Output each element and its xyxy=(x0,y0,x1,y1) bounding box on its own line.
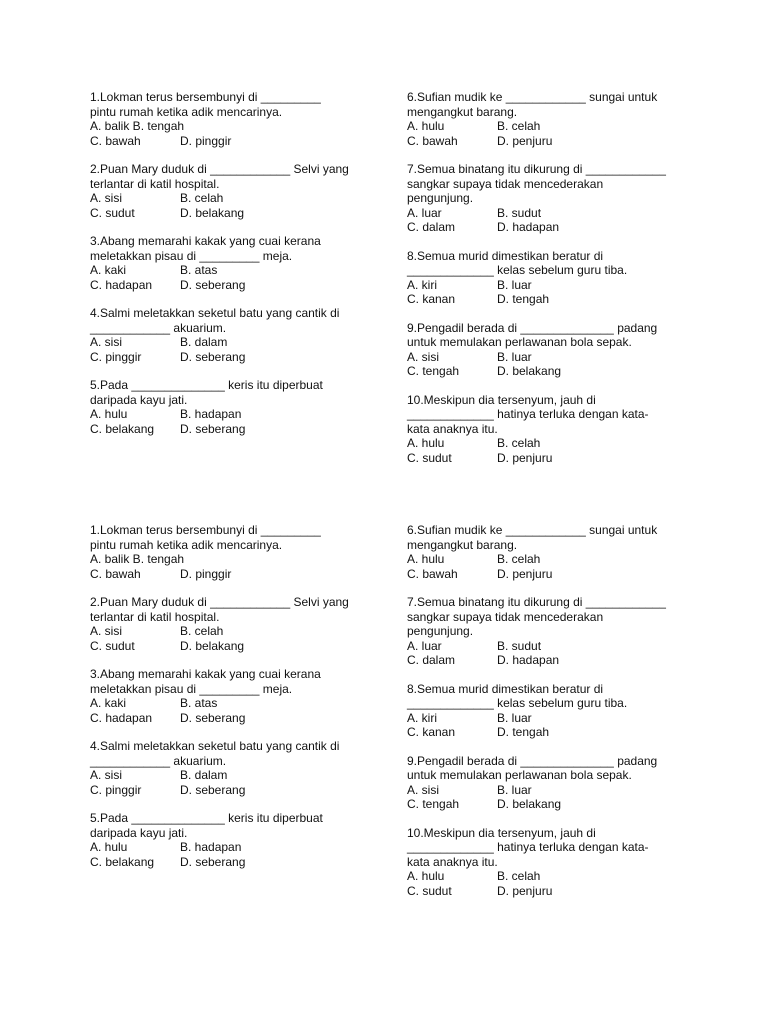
answer-option: D. penjuru xyxy=(497,566,553,581)
worksheet-copy-2 xyxy=(0,523,768,993)
answer-options-row xyxy=(90,350,380,365)
answer-options-row xyxy=(90,768,380,783)
answer-option: B. hadapan xyxy=(180,840,242,854)
answer-option: D. seberang xyxy=(180,421,246,436)
answer-option: B. celah xyxy=(497,436,541,450)
question-text: 8.Semua murid dimestikan beratur di _____________ kelas sebelum guru tiba. xyxy=(407,681,628,710)
answer-option: D. seberang xyxy=(180,277,246,292)
answer-option: B. sudut xyxy=(497,638,542,653)
answer-options-row xyxy=(90,278,380,293)
answer-option: D. belakang xyxy=(497,364,562,378)
question-text: 9.Pengadil berada di ______________ padang untuk memulakan perlawanan bola sepak. xyxy=(407,753,658,782)
answer-option: A. luar xyxy=(407,638,442,653)
answer-options-row xyxy=(407,797,697,812)
answer-option: B. luar xyxy=(497,349,532,364)
answer-option: B. atas xyxy=(180,696,218,710)
answer-option: B. luar xyxy=(497,277,532,292)
answer-option: D. penjuru xyxy=(497,883,553,898)
answer-options-row xyxy=(407,725,697,740)
question-text: 4.Salmi meletakkan seketul batu yang cantik di ____________ akuarium. xyxy=(90,306,340,335)
question xyxy=(90,234,380,292)
answer-option: C. bawah xyxy=(407,566,458,581)
answer-option: D. belakang xyxy=(180,638,245,653)
answer-options-row xyxy=(90,624,380,639)
question xyxy=(90,306,380,364)
question-text: 7.Semua binatang itu dikurung di ____________ sangkar supaya tidak mencederakan pengunjung. xyxy=(407,162,666,205)
question-text: 6.Sufian mudik ke ____________ sungai untuk mengangkut barang. xyxy=(407,523,658,552)
answer-options-row xyxy=(407,639,697,654)
answer-options-row xyxy=(90,407,380,422)
answer-option: A. sisi xyxy=(90,624,123,638)
answer-option: B. hadapan xyxy=(180,407,242,421)
question xyxy=(407,754,697,812)
question xyxy=(407,321,697,379)
answer-options-row xyxy=(90,422,380,437)
answer-option: C. hadapan xyxy=(90,710,153,725)
answer-option: C. belakang xyxy=(90,854,155,869)
answer-option: D. penjuru xyxy=(497,133,553,148)
answer-options-row xyxy=(90,263,380,278)
question-text: 10.Meskipun dia tersenyum, jauh di _____________ hatinya terluka dengan kata- kata anaknya itu. xyxy=(407,825,649,869)
answer-option: D. belakang xyxy=(180,205,245,220)
question xyxy=(407,249,697,307)
question-text: 5.Pada ______________ keris itu diperbuat daripada kayu jati. xyxy=(90,811,323,840)
answer-option: C. bawah xyxy=(407,133,458,148)
question-text: 3.Abang memarahi kakak yang cuai kerana meletakkan pisau di _________ meja. xyxy=(90,667,321,696)
answer-options-inline: A. balik B. tengah xyxy=(90,119,185,133)
worksheet-copy-1 xyxy=(0,90,768,560)
answer-option: C. hadapan xyxy=(90,277,153,292)
answer-options-inline: A. balik B. tengah xyxy=(90,552,185,566)
question xyxy=(407,682,697,740)
question xyxy=(90,90,380,148)
answer-options-row xyxy=(407,869,697,884)
question-text: 2.Puan Mary duduk di ____________ Selvi yang terlantar di katil hospital. xyxy=(90,595,349,624)
answer-option: D. belakang xyxy=(497,797,562,811)
answer-option: A. sisi xyxy=(90,768,123,782)
answer-options-row xyxy=(407,451,697,466)
answer-option: C. kanan xyxy=(407,725,456,739)
answer-option: A. hulu xyxy=(90,840,128,854)
answer-option: D. seberang xyxy=(180,854,246,869)
answer-options-row xyxy=(90,567,380,582)
answer-options-row xyxy=(407,552,697,567)
answer-option: A. kiri xyxy=(407,710,437,725)
question-text: 2.Puan Mary duduk di ____________ Selvi yang terlantar di katil hospital. xyxy=(90,162,349,191)
answer-option: C. sudut xyxy=(90,638,135,653)
answer-options-row xyxy=(90,696,380,711)
answer-option: A. luar xyxy=(407,205,442,220)
answer-options-row xyxy=(407,278,697,293)
answer-options-row xyxy=(407,134,697,149)
question-text: 9.Pengadil berada di ______________ padang untuk memulakan perlawanan bola sepak. xyxy=(407,320,658,349)
answer-option: B. celah xyxy=(180,624,224,638)
answer-option: A. hulu xyxy=(407,119,445,133)
answer-option: A. kiri xyxy=(407,277,437,292)
answer-option: C. tengah xyxy=(407,364,460,378)
question xyxy=(407,826,697,899)
answer-option: C. dalam xyxy=(407,220,456,234)
answer-option: D. seberang xyxy=(180,782,246,797)
answer-options-row xyxy=(407,711,697,726)
answer-options-row xyxy=(90,134,380,149)
answer-option: C. belakang xyxy=(90,421,155,436)
question-text: 1.Lokman terus bersembunyi di _________ pintu rumah ketika adik mencarinya. xyxy=(90,523,321,552)
answer-option: D. tengah xyxy=(497,725,550,739)
answer-option: A. kaki xyxy=(90,263,127,277)
answer-option: D. hadapan xyxy=(497,653,560,667)
answer-option: D. seberang xyxy=(180,349,246,364)
answer-option: C. kanan xyxy=(407,292,456,306)
right-column xyxy=(407,90,697,479)
answer-options-row xyxy=(407,119,697,134)
question-text: 5.Pada ______________ keris itu diperbuat daripada kayu jati. xyxy=(90,378,323,407)
answer-options-row xyxy=(407,206,697,221)
answer-option: D. seberang xyxy=(180,710,246,725)
answer-option: B. atas xyxy=(180,263,218,277)
answer-options-row xyxy=(407,220,697,235)
answer-option: B. celah xyxy=(497,119,541,133)
answer-options-row xyxy=(90,783,380,798)
answer-option: B. dalam xyxy=(180,335,228,349)
answer-option: C. tengah xyxy=(407,797,460,811)
answer-options-row xyxy=(90,335,380,350)
question xyxy=(90,667,380,725)
answer-option: A. sisi xyxy=(90,191,123,205)
answer-option: A. kaki xyxy=(90,696,127,710)
answer-options-row xyxy=(407,567,697,582)
answer-options-row xyxy=(407,783,697,798)
answer-option: B. celah xyxy=(180,191,224,205)
answer-option: D. hadapan xyxy=(497,220,560,234)
question xyxy=(90,811,380,869)
question-text: 4.Salmi meletakkan seketul batu yang cantik di ____________ akuarium. xyxy=(90,739,340,768)
answer-option: B. celah xyxy=(497,869,541,883)
answer-option: D. pinggir xyxy=(180,566,232,581)
answer-options-row xyxy=(407,364,697,379)
question xyxy=(407,90,697,148)
answer-option: C. sudut xyxy=(407,883,452,898)
question xyxy=(90,739,380,797)
answer-option: B. celah xyxy=(497,552,541,566)
answer-option: C. pinggir xyxy=(90,782,142,797)
question-text: 6.Sufian mudik ke ____________ sungai untuk mengangkut barang. xyxy=(407,90,658,119)
answer-option: C. dalam xyxy=(407,653,456,667)
right-column xyxy=(407,523,697,912)
left-column xyxy=(90,90,380,450)
answer-options-row xyxy=(90,639,380,654)
answer-options-row xyxy=(90,191,380,206)
question-text: 8.Semua murid dimestikan beratur di _____________ kelas sebelum guru tiba. xyxy=(407,248,628,277)
answer-option: A. sisi xyxy=(90,335,123,349)
answer-options-row xyxy=(90,840,380,855)
answer-option: D. pinggir xyxy=(180,133,232,148)
question xyxy=(90,523,380,581)
question xyxy=(407,523,697,581)
answer-option: A. hulu xyxy=(407,552,445,566)
answer-option: A. sisi xyxy=(407,349,440,364)
question xyxy=(407,393,697,466)
question xyxy=(90,378,380,436)
question-text: 1.Lokman terus bersembunyi di _________ pintu rumah ketika adik mencarinya. xyxy=(90,90,321,119)
question-text: 7.Semua binatang itu dikurung di ____________ sangkar supaya tidak mencederakan pengunjung. xyxy=(407,595,666,638)
answer-options-row xyxy=(407,292,697,307)
question xyxy=(407,162,697,235)
answer-option: B. dalam xyxy=(180,768,228,782)
answer-option: B. luar xyxy=(497,710,532,725)
answer-options-row xyxy=(407,653,697,668)
answer-option: C. sudut xyxy=(90,205,135,220)
answer-options-row xyxy=(407,436,697,451)
question-text: 3.Abang memarahi kakak yang cuai kerana meletakkan pisau di _________ meja. xyxy=(90,234,321,263)
answer-option: A. hulu xyxy=(90,407,128,421)
question-text: 10.Meskipun dia tersenyum, jauh di _____________ hatinya terluka dengan kata- kata anaknya itu. xyxy=(407,392,649,436)
answer-option: C. pinggir xyxy=(90,349,142,364)
question xyxy=(90,162,380,220)
answer-options-row xyxy=(407,884,697,899)
answer-option: A. sisi xyxy=(407,782,440,797)
answer-option: D. penjuru xyxy=(497,450,553,465)
question xyxy=(407,595,697,668)
left-column xyxy=(90,523,380,883)
question xyxy=(90,595,380,653)
answer-options-row xyxy=(90,711,380,726)
answer-options-row xyxy=(90,855,380,870)
answer-option: C. bawah xyxy=(90,133,141,148)
answer-option: A. hulu xyxy=(407,869,445,883)
answer-options-row xyxy=(90,206,380,221)
answer-option: D. tengah xyxy=(497,292,550,306)
answer-option: C. bawah xyxy=(90,566,141,581)
answer-option: A. hulu xyxy=(407,436,445,450)
answer-option: B. sudut xyxy=(497,205,542,220)
answer-option: B. luar xyxy=(497,782,532,797)
answer-option: C. sudut xyxy=(407,450,452,465)
answer-options-row xyxy=(407,350,697,365)
